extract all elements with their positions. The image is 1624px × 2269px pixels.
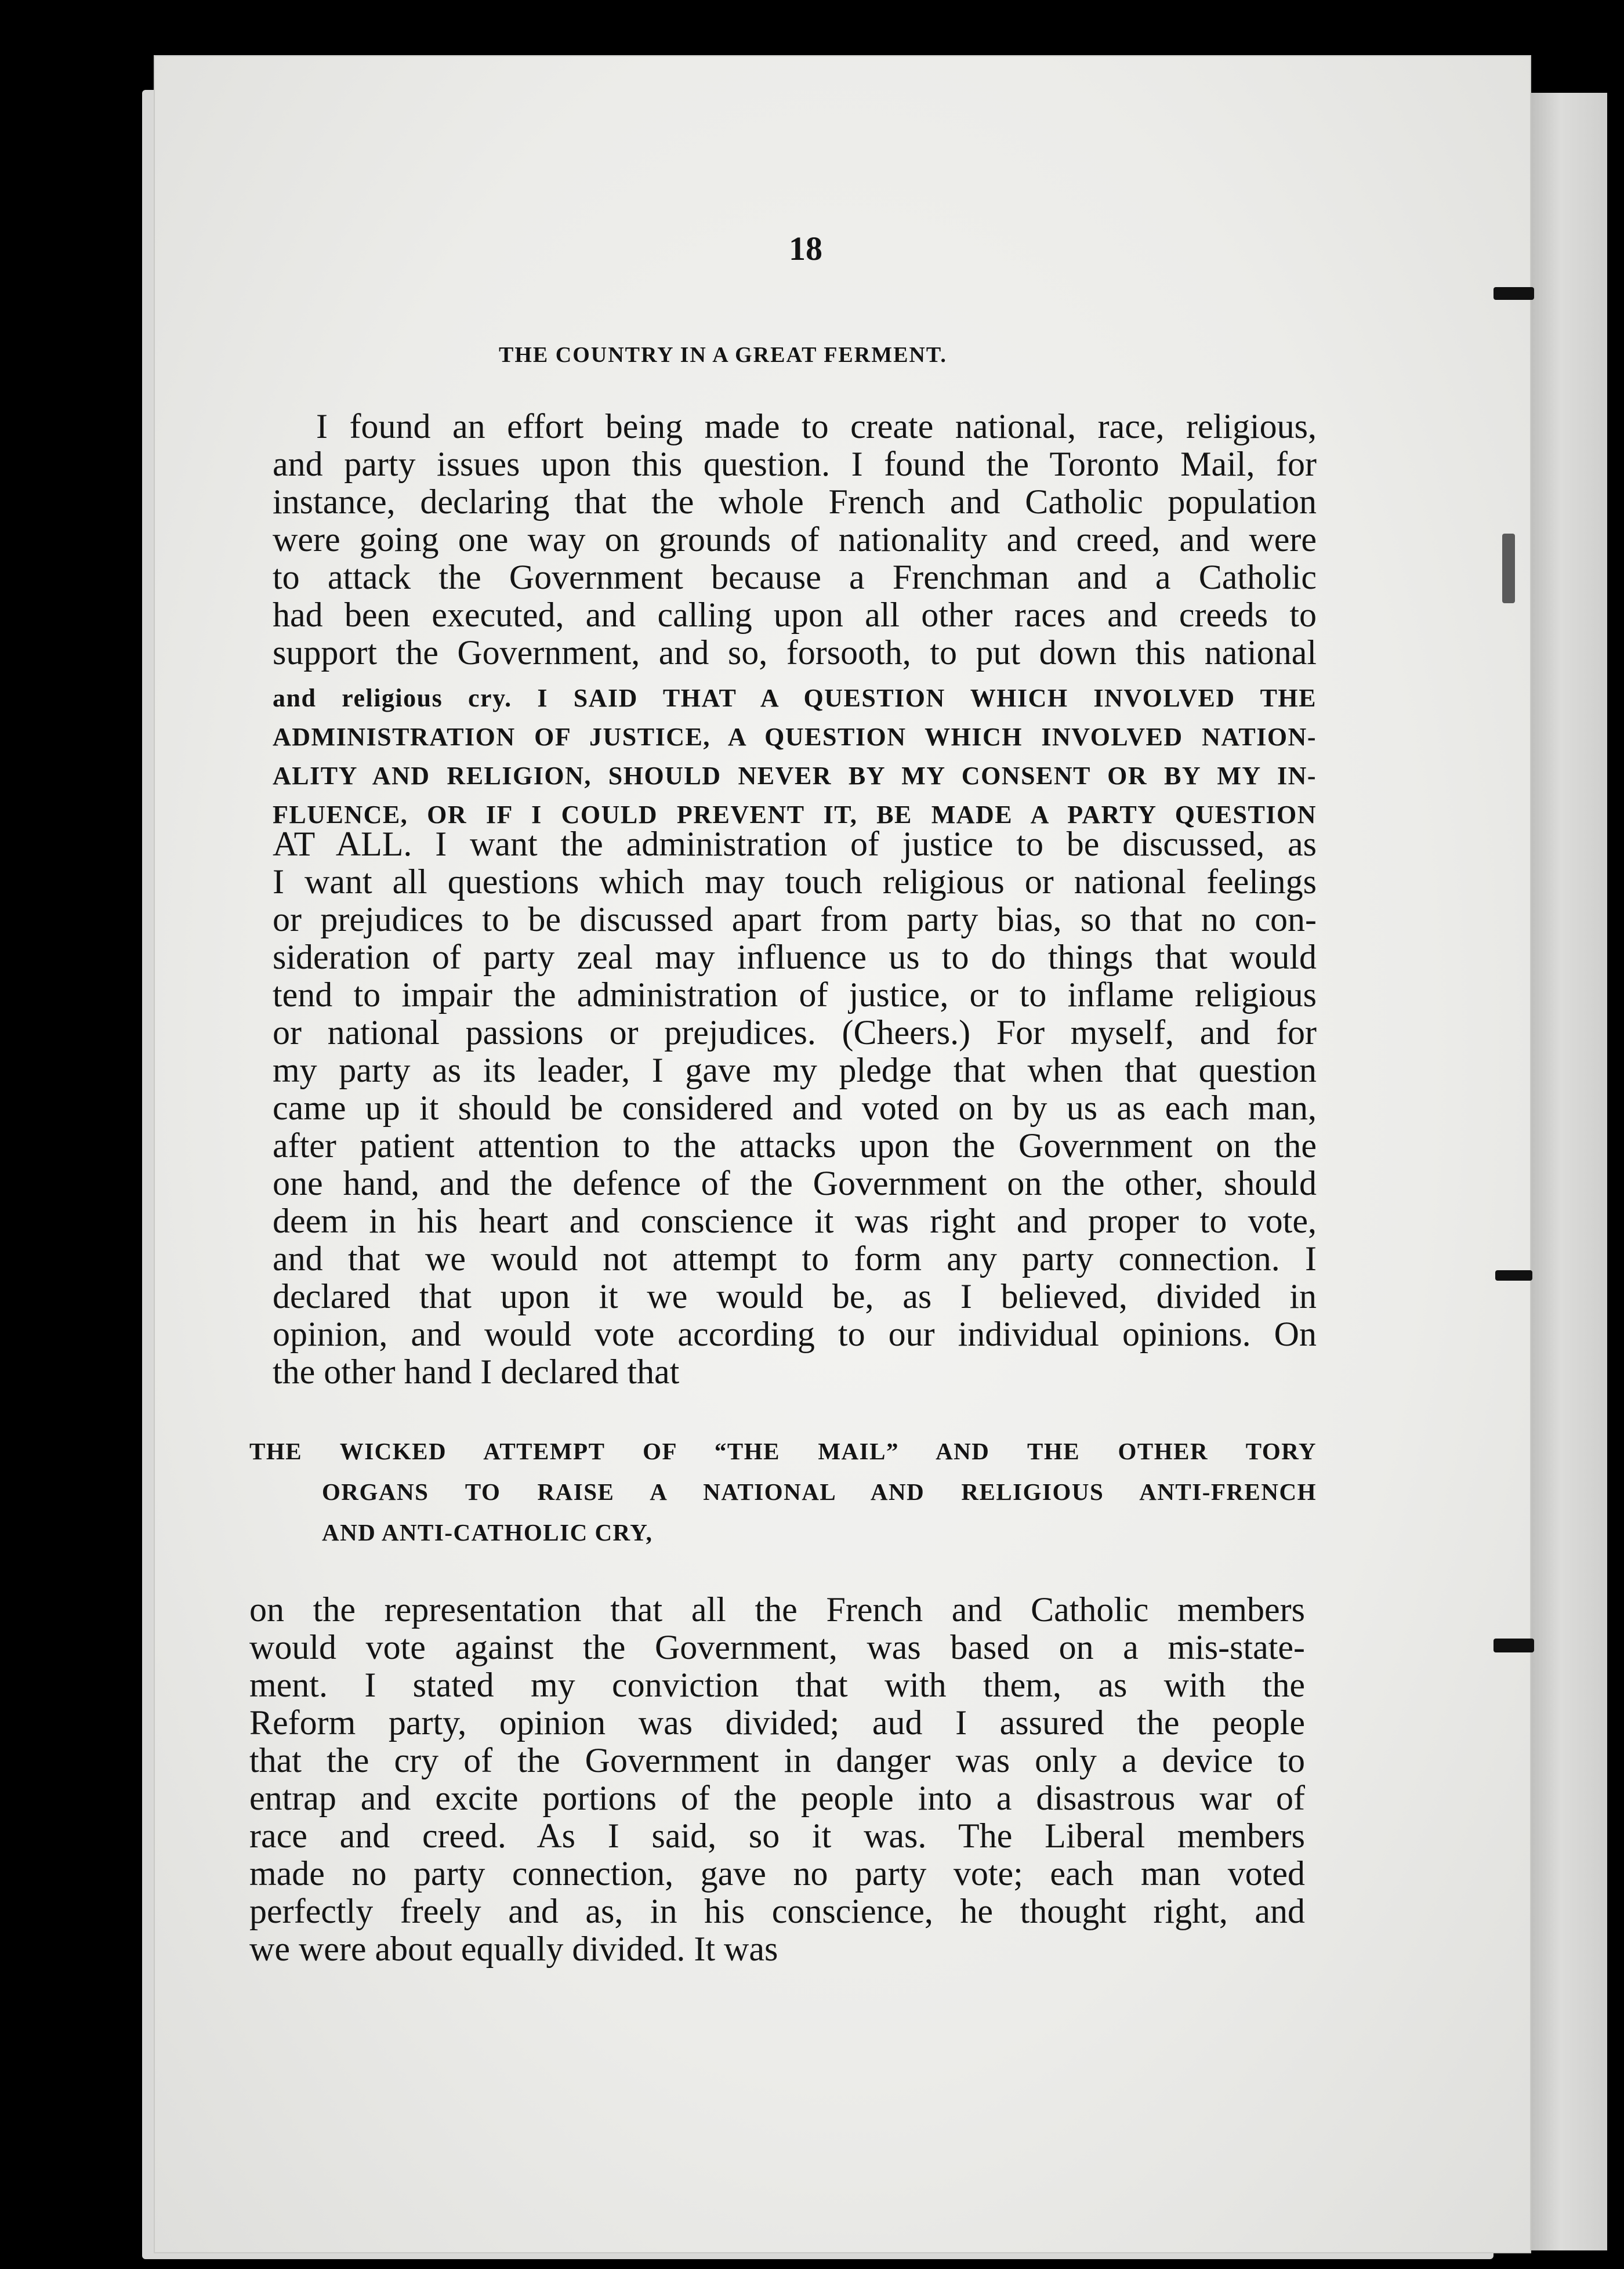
text-line: race and creed. As I said, so it was. The Liberal members [249,1817,1305,1855]
text-line: sideration of party zeal may influence us to do things that would [273,938,1317,976]
text-line: AT ALL. I want the administration of justice to be discussed, as [273,825,1317,863]
binding-clip [1494,1639,1534,1652]
text-line: deem in his heart and conscience it was right and proper to vote, [273,1202,1317,1240]
text-line: on the representation that all the French and Catholic members [249,1590,1305,1629]
text-line: and religious cry. I SAID THAT A QUESTION WHICH INVOLVED THE [273,684,1317,712]
text-line: were going one way on grounds of nationality and creed, and were [273,520,1317,559]
text-line: to attack the Government because a Frenchman and a Catholic [273,558,1317,596]
text-line: instance, declaring that the whole French and Catholic population [273,483,1317,521]
page-number: 18 [789,230,822,267]
sub-heading-line: THE WICKED ATTEMPT OF “THE MAIL” AND THE OTHER TORY [249,1438,1317,1465]
text-line: tend to impair the administration of justice, or to inflame religious [273,976,1317,1014]
text-line: Reform party, opinion was divided; aud I assured the people [249,1703,1305,1742]
text-line: ment. I stated my conviction that with them, as with the [249,1666,1305,1704]
text-line: that the cry of the Government in danger was only a device to [249,1741,1305,1779]
text-line: ALITY AND RELIGION, SHOULD NEVER BY MY CONSENT OR BY MY IN- [273,762,1317,790]
text-line: the other hand I declared that [273,1353,680,1391]
text-line: ADMINISTRATION OF JUSTICE, A QUESTION WHICH INVOLVED NATION- [273,723,1317,751]
binding-clip [1494,287,1534,300]
text-line: or national passions or prejudices. (Cheers.) For myself, and for [273,1013,1317,1052]
text-line: or prejudices to be discussed apart from party bias, so that no con- [273,900,1317,938]
text-line: support the Government, and so, forsooth, to put down this national [273,633,1317,672]
text-line: entrap and excite portions of the people into a disastrous war of [249,1779,1305,1817]
section-heading: THE COUNTRY IN A GREAT FERMENT. [499,343,947,367]
text-line: declared that upon it we would be, as I believed, divided in [273,1277,1317,1315]
sub-heading-line: ORGANS TO RAISE A NATIONAL AND RELIGIOUS ANTI-FRENCH [322,1478,1317,1505]
binding-clip [1502,534,1515,603]
facing-page-edge [1525,93,1607,2250]
binding-clip [1495,1270,1532,1281]
text-line: came up it should be considered and voted on by us as each man, [273,1089,1317,1127]
text-line: had been executed, and calling upon all other races and creeds to [273,596,1317,634]
text-line: we were about equally divided. It was [249,1930,778,1968]
text-line: after patient attention to the attacks upon the Government on the [273,1126,1317,1165]
text-line: and that we would not attempt to form any party connection. I [273,1239,1317,1278]
text-line: one hand, and the defence of the Government on the other, should [273,1164,1317,1202]
text-line: I found an effort being made to create national, race, religious, [316,407,1317,445]
text-line: and party issues upon this question. I found the Toronto Mail, for [273,445,1317,483]
text-line: my party as its leader, I gave my pledge that when that question [273,1051,1317,1089]
sub-heading-line: AND ANTI-CATHOLIC CRY, [322,1519,653,1546]
text-line: FLUENCE, OR IF I COULD PREVENT IT, BE MADE A PARTY QUESTION [273,800,1317,829]
text-line: perfectly freely and as, in his conscience, he thought right, and [249,1892,1305,1930]
text-line: made no party connection, gave no party vote; each man voted [249,1854,1305,1893]
text-line: I want all questions which may touch religious or national feelings [273,862,1317,901]
text-line: opinion, and would vote according to our individual opinions. On [273,1315,1317,1353]
text-line: would vote against the Government, was based on a mis-state- [249,1628,1305,1666]
